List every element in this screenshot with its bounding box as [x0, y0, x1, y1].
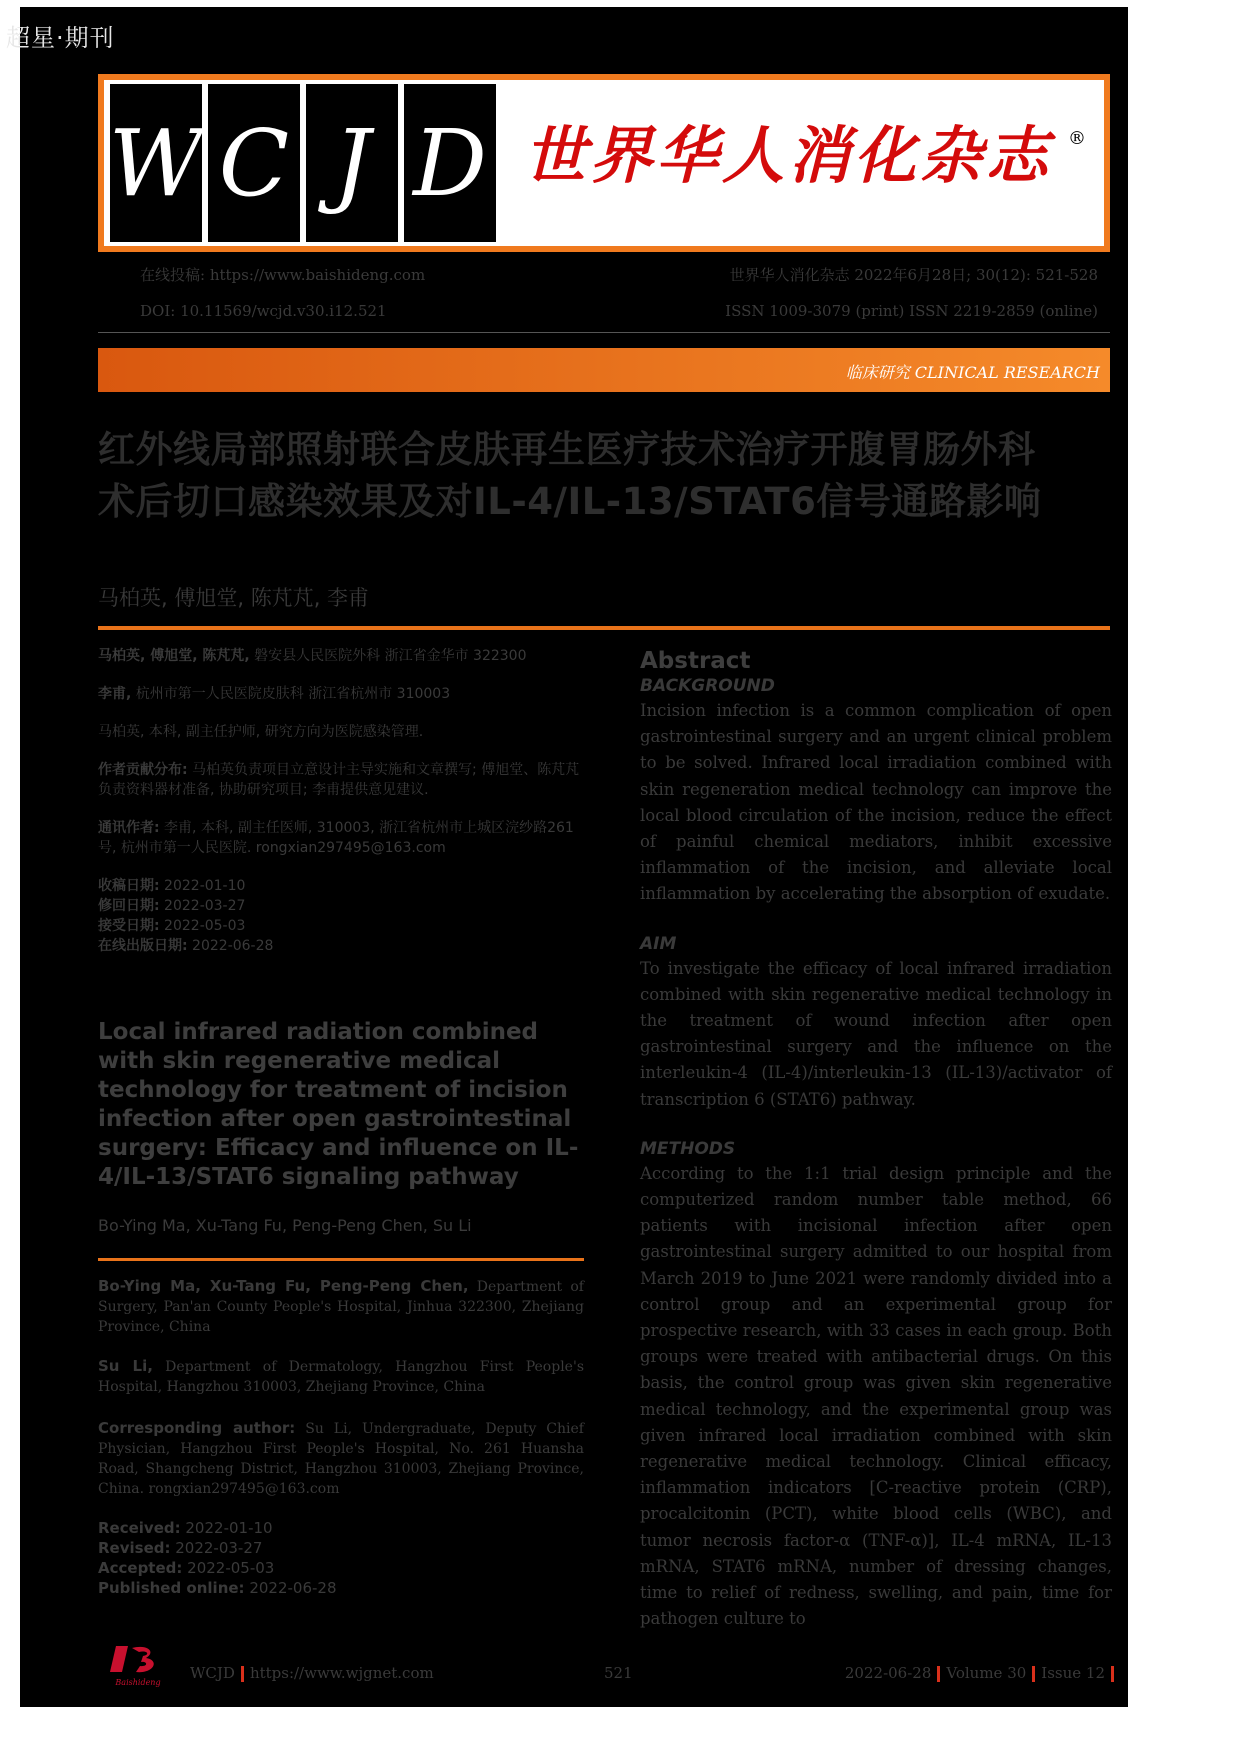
methods-heading: METHODS [640, 1138, 736, 1159]
footer-page-number: 521 [604, 1664, 633, 1682]
received-value-cn: 2022-01-10 [159, 878, 246, 894]
registered-mark: ® [1068, 128, 1086, 149]
affiliation-1-names: 马柏英, 傅旭堂, 陈芃芃, [98, 648, 250, 664]
footer-right [845, 1664, 1120, 1682]
aim-text: To investigate the efficacy of local infrared irradiation combined with skin regenerative medical technology in the treatment of wound infection after open gastrointestinal surgery and the influence on the interleukin-4 (IL-4)/interleukin-13 (IL-13)/activator of transcription 6 (STAT6) pathway. [640, 958, 1112, 1109]
abstract-heading: Abstract [640, 648, 751, 674]
header-divider [98, 332, 1110, 333]
dates-en [98, 1518, 337, 1598]
footer-journal: WCJD [190, 1664, 235, 1682]
affiliation-1-en-names: Bo-Ying Ma, Xu-Tang Fu, Peng-Peng Chen, [98, 1277, 469, 1295]
citation-line: 世界华人消化杂志 2022年6月28日; 30(12): 521-528 [729, 266, 1098, 284]
authors-cn: 马柏英, 傅旭堂, 陈芃芃, 李甫 [98, 586, 370, 610]
revised-label-cn: 修回日期: [98, 898, 160, 914]
footer-url[interactable]: https://www.wjgnet.com [249, 1664, 434, 1682]
corresponding-text-cn: 李甫, 本科, 副主任医师, 310003, 浙江省杭州市上城区浣纱路261号, 杭州市第一人民医院. rongxian297495@163.com [98, 820, 574, 856]
revised-value-en: 2022-03-27 [170, 1539, 263, 1557]
received-en [98, 1518, 337, 1538]
platform-label: 超星·期刊 [6, 24, 115, 52]
section-label: 临床研究 CLINICAL RESEARCH [845, 363, 1100, 382]
authors-divider [98, 1258, 584, 1261]
methods-text: According to the 1:1 trial design principle and the computerized random number table method, 66 patients with incisional infection after open gastrointestinal surgery admitted to our hospital from March 2019 to June 2021 were randomly divided into a control group and an experimental group for prospective research, with 33 cases in each group. Both groups were treated with antibacterial drugs. On this basis, the control group was given skin regenerative medical technology, and the experimental group was given infrared local irradiation combined with skin regenerative medical technology. Clinical efficacy, inflammation indicators [C-reactive protein (CRP), procalcitonin (PCT), white blood cells (WBC), and tumor necrosis factor-α (TNF-α)], IL-4 mRNA, IL-13 mRNA, STAT6 mRNA, number of dressing changes, time to relief of redness, swelling, and pain, time for pathogen culture to [640, 1163, 1112, 1629]
affiliation-2-en [98, 1356, 584, 1397]
corresponding-text-en: Su Li, Undergraduate, Deputy Chief Physician, Hangzhou First People's Hospital, No. 261 Huansha Road, Shangcheng District, Hangzhou 310003, Zhejiang Province, China. rongxian297495@163.com [98, 1421, 584, 1497]
affiliation-1-cn [98, 646, 584, 666]
revised-label-en: Revised: [98, 1539, 171, 1557]
online-label-cn: 在线出版日期: [98, 938, 188, 954]
contributions-label: 作者贡献分布: [98, 762, 188, 778]
masthead-letters [104, 80, 504, 246]
title-line-2: 术后切口感染效果及对IL-4/IL-13/STAT6信号通路影响 [98, 480, 1042, 523]
affiliation-1-text: 磐安县人民医院外科 浙江省金华市 322300 [249, 648, 527, 664]
footer-separator [1111, 1666, 1114, 1682]
online-label-en: Published online: [98, 1579, 245, 1597]
contributions-cn [98, 760, 584, 800]
affiliation-2-text: 杭州市第一人民医院皮肤科 浙江省杭州市 310003 [131, 686, 451, 702]
doi-line[interactable]: DOI: 10.11569/wcjd.v30.i12.521 [140, 302, 387, 320]
online-value-en: 2022-06-28 [244, 1579, 337, 1597]
masthead-letter-w: W [110, 84, 202, 242]
title-line-1: 红外线局部照射联合皮肤再生医疗技术治疗开腹胃肠外科 [98, 428, 1036, 471]
accepted-label-cn: 接受日期: [98, 918, 160, 934]
received-label-cn: 收稿日期: [98, 878, 160, 894]
received-value-en: 2022-01-10 [180, 1519, 273, 1537]
authors-en: Bo-Ying Ma, Xu-Tang Fu, Peng-Peng Chen, Su Li [98, 1216, 472, 1235]
corresponding-cn [98, 818, 584, 858]
footer-issue: Issue 12 [1041, 1664, 1105, 1682]
received-label-en: Received: [98, 1519, 181, 1537]
issn-line: ISSN 1009-3079 (print) ISSN 2219-2859 (online) [725, 302, 1098, 320]
affiliation-1-en [98, 1276, 584, 1337]
masthead-letter-d: D [404, 84, 496, 242]
footer-volume: Volume 30 [946, 1664, 1027, 1682]
corresponding-en [98, 1418, 584, 1499]
footer-date: 2022-06-28 [844, 1664, 932, 1682]
accepted-cn [98, 916, 584, 936]
corresponding-label-en: Corresponding author: [98, 1419, 296, 1437]
author-bio: 马柏英, 本科, 副主任护师, 研究方向为医院感染管理. [98, 724, 424, 740]
online-en [98, 1578, 337, 1598]
footer-separator [1032, 1666, 1035, 1682]
section-banner [98, 348, 1110, 392]
footer-separator [241, 1666, 244, 1682]
aim-heading: AIM [640, 933, 677, 954]
masthead-letter-c: C [208, 84, 300, 242]
accepted-value-en: 2022-05-03 [182, 1559, 275, 1577]
revised-value-cn: 2022-03-27 [159, 898, 246, 914]
footer-left [190, 1664, 434, 1682]
background-heading: BACKGROUND [640, 676, 775, 696]
journal-masthead [98, 74, 1110, 252]
abstract-column [640, 648, 1112, 1657]
accepted-value-cn: 2022-05-03 [159, 918, 246, 934]
online-value-cn: 2022-06-28 [187, 938, 274, 954]
affiliation-1-en-text: Department of Surgery, Pan'an County People's Hospital, Jinhua 322300, Zhejiang Province, China [98, 1279, 584, 1335]
submission-url[interactable]: 在线投稿: https://www.baishideng.com [140, 266, 426, 284]
footer-separator [937, 1666, 940, 1682]
publisher-logo-text: Baishideng [115, 1678, 161, 1687]
revised-en [98, 1538, 337, 1558]
title-divider [98, 626, 1110, 630]
background-text: Incision infection is a common complication of open gastrointestinal surgery and an urgent clinical problem to be solved. Infrared local irradiation combined with skin regeneration medical technology can improve the local blood circulation of the incision, reduce the effect of painful chemical mediators, inhibit excessive inflammation of the incision, and alleviate local inflammation by accelerating the absorption of exudate. [640, 701, 1112, 904]
masthead-letter-j: J [306, 84, 398, 242]
affiliation-2-cn [98, 684, 584, 704]
contributions-text: 马柏英负责项目立意设计主导实施和文章撰写; 傅旭堂、陈芃芃负责资料器材准备, 协助研究项目; 李甫提供意见建议. [98, 762, 580, 798]
affiliation-2-en-names: Su Li, [98, 1357, 153, 1375]
revised-cn [98, 896, 584, 916]
article-title-en: Local infrared radiation combined with skin regenerative medical technology for treatment of incision infection after open gastrointestinal surgery: Efficacy and influence on IL-4/IL-13/STAT6 signaling pathway [98, 1019, 579, 1190]
corresponding-label-cn: 通讯作者: [98, 820, 160, 836]
affiliation-2-names: 李甫, [98, 686, 132, 702]
online-cn [98, 936, 584, 956]
article-title-cn [98, 424, 1110, 528]
publisher-logo [108, 1642, 168, 1688]
affiliation-2-en-text: Department of Dermatology, Hangzhou First People's Hospital, Hangzhou 310003, Zhejiang Province, China [98, 1359, 584, 1395]
left-column-cn [98, 646, 584, 956]
accepted-label-en: Accepted: [98, 1559, 183, 1577]
accepted-en [98, 1558, 337, 1578]
received-cn [98, 876, 584, 896]
journal-name-cn: 世界华人消化杂志 [524, 119, 1053, 192]
